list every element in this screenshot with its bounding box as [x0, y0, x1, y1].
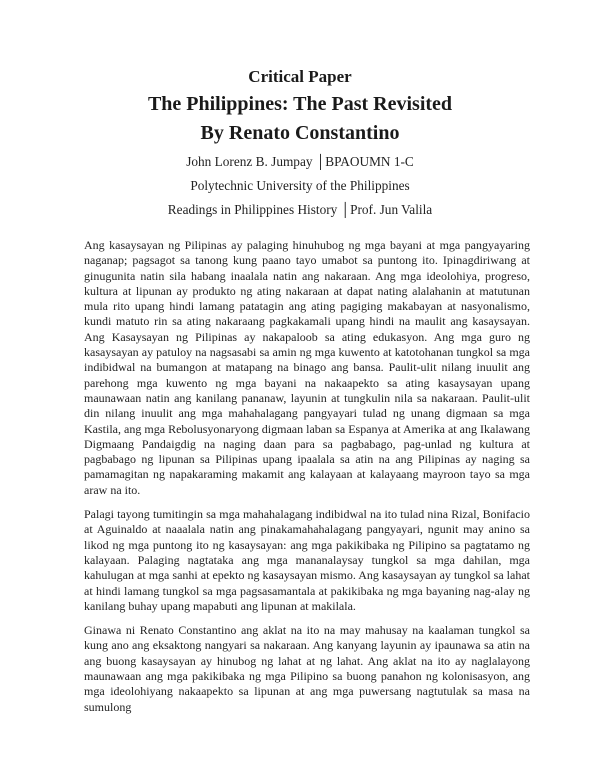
- body-paragraph-1: Ang kasaysayan ng Pilipinas ay palaging hinuhubog ng mga bayani at mga pangyayaring naganap; pagsagot sa tanong kung paano tayo umabot sa puntong ito. Ipinagdiriwang at ginugunita natin sila habang inaalala natin ang nakaraan. Ang mga ideolohiya, progreso, kultura at lipunan ay produkto ng ating nakaraan at dapat nating alalahanin at matutunan mula rito upang hindi lamang patatagin ang ating pagiging makabayan at nasyonalismo, kundi matuto rin sa ating nakaraang pagkakamali upang hindi na maulit ang kasaysayan. Ang Kasaysayan ng Pilipinas ay nakapaloob sa ating edukasyon. Ang mga guro ng kasaysayan ay patuloy na nagsasabi sa amin ng mga kuwento at katotohanan tungkol sa mga indibidwal na bumangon at matapang na binago ang bansa. Paulit-ulit nilang inuulit ang parehong mga kuwento ng mga bayani na nakaapekto sa ating kasaysayan upang maunawaan natin ang kanilang pananaw, layunin at tungkulin nila sa nakaraan. Paulit-ulit din nilang inuulit ang mga mahahalagang pangyayari tulad ng unang digmaan sa mga Kastila, ang mga Rebolusyonaryong digmaan laban sa Espanya at Amerika at ang Ikalawang Digmaang Pandaigdig na naging daan para sa pagbabago, pag-unlad ng kultura at pagbabago ng lipunan sa Pilipinas upang ipaalala sa atin na ang Pilipinas ay naging sa pamamagitan ng napakaraming makamit ang kalayaan at kalayaang mayroon tayo sa mga araw na ito.: [84, 238, 530, 497]
- document-body: [84, 238, 530, 724]
- institution-line: Polytechnic University of the Philippines: [190, 178, 410, 193]
- document-header: [0, 66, 600, 222]
- body-paragraph-3: Ginawa ni Renato Constantino ang aklat na ito na may mahusay na kaalaman tungkol sa kung ano ang eksaktong nangyari sa nakaraan. Ang kanyang layunin ay ipaunawa sa atin na ang buong kasaysayan ay hinubog ng lahat at ng lahat. Ang aklat na ito ay naglalayong maunawaan ang mga pakikibaka ng mga Pilipino sa buong panahon ng kolonisasyon, ang mga ideolohiyang nakaapekto sa lipunan at ang mga puwersang nagtutulak sa masa na sumulong: [84, 623, 530, 714]
- document-byline: By Renato Constantino: [200, 122, 400, 144]
- body-paragraph-2: Palagi tayong tumitingin sa mga mahahalagang indibidwal na ito tulad nina Rizal, Bonifacio at Aguinaldo at naaalala natin ang pinakamahahalagang pangyayari, ngunit may anino sa likod ng mga puntong ito ng kasaysayan: ang mga pakikibaka ng Pilipino sa pagtatamo ng kalayaan. Palaging nagtataka ang mga mananalaysay tungkol sa mga dahilan, mga kahulugan at mga sanhi at epekto ng kasaysayan mismo. Ang kasaysayan ay tungkol sa lahat at hindi lamang tungkol sa mga pagsasamantala at pakikibaka ng mga bayaning nag-alay ng kanilang buhay upang mapabuti ang lipunan at makilala.: [84, 507, 530, 613]
- document-label: Critical Paper: [248, 67, 352, 86]
- course-line: Readings in Philippines History │Prof. Jun Valila: [167, 202, 433, 217]
- document-title: The Philippines: The Past Revisited: [147, 93, 453, 115]
- author-line: John Lorenz B. Jumpay │BPAOUMN 1-C: [186, 154, 414, 169]
